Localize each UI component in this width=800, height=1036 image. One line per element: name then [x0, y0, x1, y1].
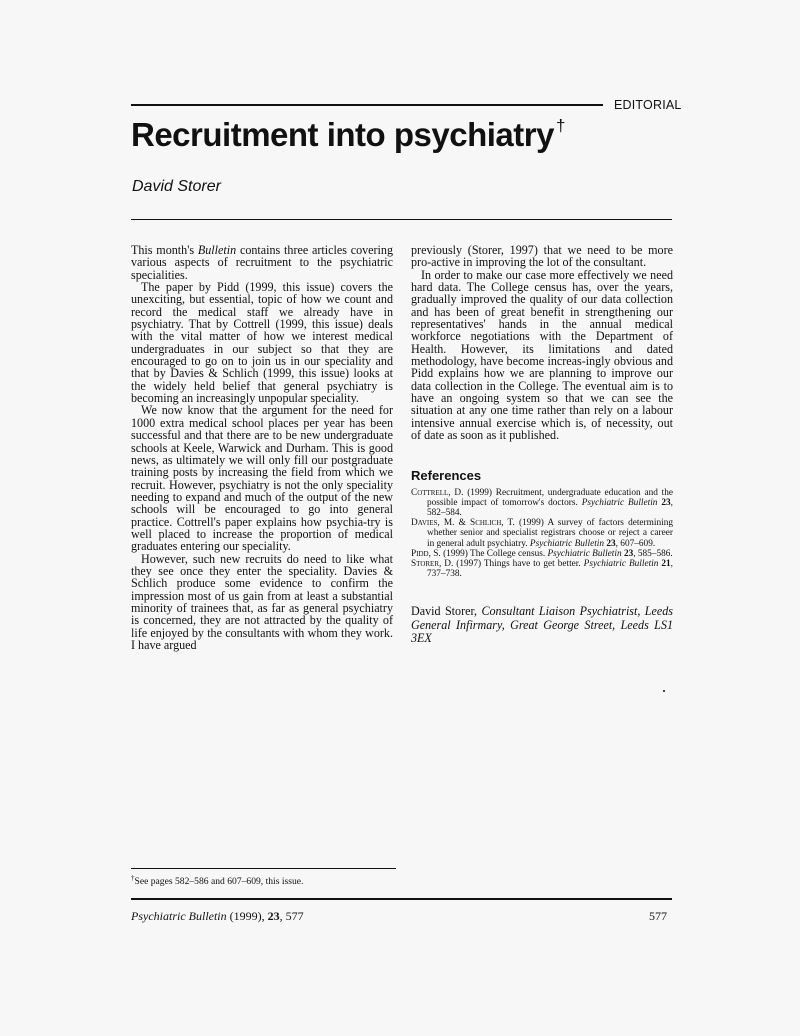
reference-volume: 23 [623, 548, 634, 559]
reference-pages: , 582–584. [427, 497, 673, 518]
paragraph-medical-schools: We now know that the argument for the need for 1000 extra medical school places per year has been successful and that there are to be new undergraduate schools at Keele, Warwick and Durham. This is good news, as ultimately we will only fill our postgraduate training posts by increasing the field from which we recruit. However, psychiatry is not the only speciality needing to expand and much of the output of the new schools will be encouraged to go into general practice. Cottrell's paper explains how psychia-try is well placed to increase the proportion of medical graduates entering our speciality. [131, 403, 393, 554]
page-number: 577 [649, 909, 667, 923]
article-title-text: Recruitment into psychiatry [131, 116, 554, 153]
reference-item [411, 518, 673, 549]
paragraph-new-recruits: However, such new recruits do need to like what they see once they enter the speciality. Davies & Schlich produce some evidence to confirm the impression most of us gain from at least a substantial minority of trainees that, as far as general psychiatry is concerned, they are not attracted by the quality of life enjoyed by the consultants with whom they work. I have argued [131, 551, 393, 652]
reference-volume: 23 [661, 497, 671, 508]
footnote-text: See pages 582–586 and 607–609, this issue. [134, 876, 304, 888]
reference-item [411, 488, 673, 519]
footnote [131, 874, 303, 887]
author-address [411, 605, 673, 645]
reference-details: (1999) A survey of factors determining whether senior and specialist registrars choose or reject a career in general adult psychiatry. [427, 518, 673, 549]
address-name: David Storer, [411, 604, 482, 619]
title-footnote-mark: † [555, 116, 565, 135]
reference-item [411, 559, 673, 579]
reference-details: (1999) The College census. [440, 548, 548, 559]
left-column [131, 244, 393, 651]
footnote-mark: † [131, 874, 135, 882]
address-affiliation: Consultant Liaison Psychiatrist, Leeds General Infirmary, Great George Street, Leeds LS1 3EX [411, 604, 673, 645]
reference-details: (1997) Things have to get better. [453, 558, 584, 569]
references-heading: References [411, 467, 482, 483]
reference-pages: , 737–738. [427, 558, 673, 580]
section-label: EDITORIAL [614, 98, 682, 112]
paragraph-hard-data: In order to make our case more effectively we need hard data. The College census has, over the years, gradually improved the quality of our data collection and has been of great benefit in strengthening our representatives' hands in the annual medical workforce negotiations with the Department of Health. However, its limitations and dated methodology, have become increas-ingly obvious and Pidd explains how we are planning to improve our data collection in the College. The eventual aim is to have an ongoing system so that we can see the situation at any one time rather than rely on a labour intensive annual exercise which is, of necessity, out of date as soon as it published. [411, 267, 673, 443]
paragraph-continued: previously (Storer, 1997) that we need to be more pro-active in improving the lot of the consultant. [411, 243, 673, 270]
reference-item [411, 549, 673, 559]
paragraph-text: This month's [131, 243, 198, 257]
scan-speck [663, 690, 665, 692]
reference-journal: Psychiatric Bulletin [581, 497, 658, 508]
reference-details: (1999) Recruitment, undergraduate education and the possible impact of tomorrow's doctors. [427, 487, 673, 508]
reference-authors: Cottrell, D. [411, 487, 464, 498]
reference-journal: Psychiatric Bulletin [529, 538, 605, 549]
journal-year: (1999), [226, 909, 268, 923]
reference-journal: Psychiatric Bulletin [547, 548, 622, 559]
reference-authors: Pidd, S. [411, 548, 441, 559]
bottom-rule [131, 898, 672, 900]
journal-citation [131, 909, 304, 924]
right-column [411, 244, 673, 645]
paragraph-text: contains three articles covering various aspects of recruitment to the psychiatric specialities. [131, 243, 394, 282]
reference-authors: Storer, D. [411, 558, 454, 569]
bulletin-emphasis: Bulletin [197, 243, 237, 257]
journal-name: Psychiatric Bulletin [131, 909, 227, 923]
reference-pages: , 585–586. [633, 548, 673, 559]
journal-volume: 23 [267, 909, 280, 923]
article-title [131, 116, 565, 154]
header-rule [131, 219, 672, 220]
footnote-rule [131, 868, 396, 869]
top-rule [131, 104, 603, 106]
reference-volume: 23 [606, 538, 616, 549]
reference-journal: Psychiatric Bulletin [583, 558, 659, 569]
reference-volume: 21 [661, 558, 671, 569]
references-list [411, 488, 673, 580]
reference-pages: , 607–609. [615, 538, 656, 549]
paragraph-intro [131, 244, 393, 281]
journal-page-ref: , 577 [279, 909, 304, 923]
reference-authors: Davies, M. & Schlich, T. [411, 518, 515, 529]
paragraph-pidd: The paper by Pidd (1999, this issue) covers the unexciting, but essential, topic of how we count and record the medical staff we already have in psychiatry. That by Cottrell (1999, this issue) deals with the vital matter of how we interest medical undergraduates in our subject so that they are encouraged to go on to join us in our speciality and that by Davies & Schlich (1999, this issue) looks at the widely held belief that general psychiatry is becoming an increasingly unpopular speciality. [131, 280, 393, 406]
article-author: David Storer [132, 178, 221, 195]
